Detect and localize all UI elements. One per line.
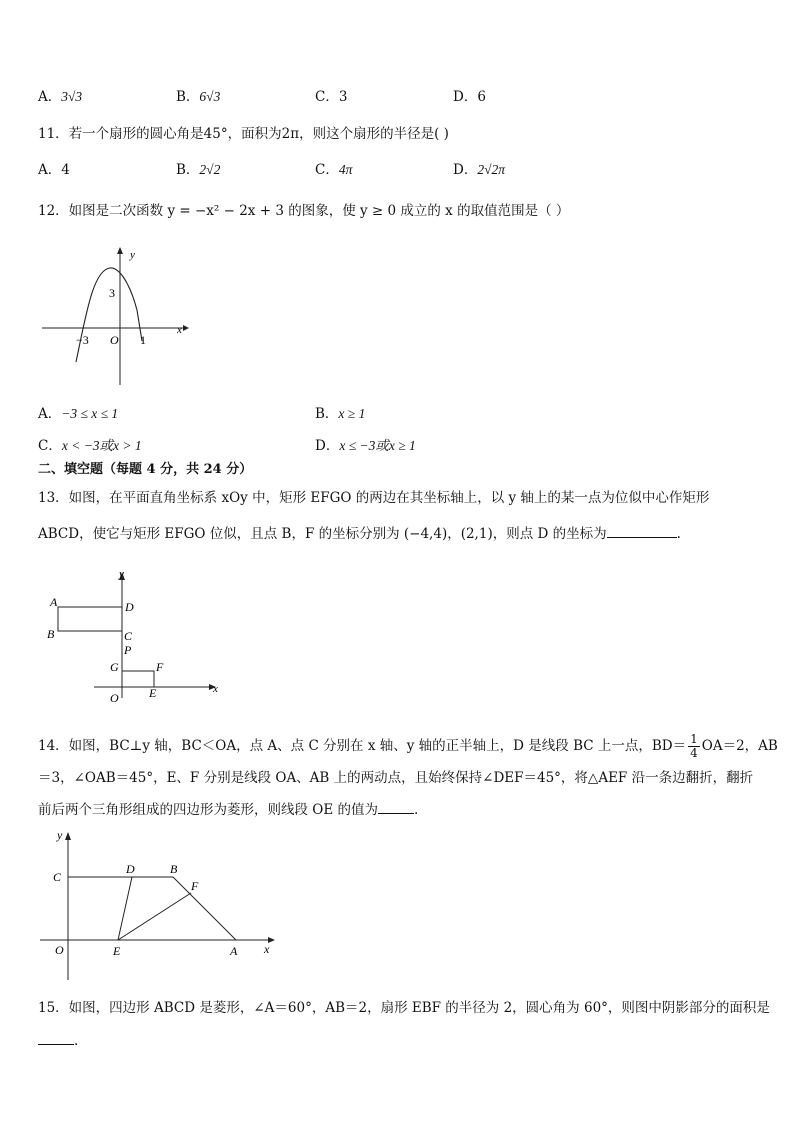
q10-option-c: C．3 [315, 89, 348, 105]
section-title-fill-in: 二、填空题（每题 4 分，共 24 分） [38, 462, 253, 477]
q14-segment-de [118, 877, 132, 940]
q13-label-f: F [156, 660, 164, 674]
q13-label-o: O [110, 691, 119, 705]
q15-answer-blank [38, 1032, 74, 1045]
q11-option-d: D．2√2π [453, 162, 506, 178]
q14-label-e: E [113, 944, 121, 958]
q13-answer-blank [607, 525, 677, 538]
q12-option-a: A．−3 ≤ x ≤ 1 [38, 406, 119, 422]
q12-y-arrow [117, 247, 123, 254]
q12-option-b: B．x ≥ 1 [315, 406, 366, 422]
q12-parabola-curve [76, 268, 142, 362]
q14-stem-line3: 前后两个三角形组成的四边形为菱形，则线段 OE 的值为 . [38, 802, 419, 818]
q14-stem-line2: ＝3，∠OAB＝45°，E、F 分别是线段 OA、AB 上的两动点，且始终保持∠DEF＝45°，将△AEF 沿一条边翻折，翻折 [38, 770, 754, 786]
q12-label-1: 1 [140, 333, 146, 347]
q10-option-a: A．3√3 [38, 89, 83, 105]
q14-stem-line1: 14．如图，BC⊥y 轴，BC＜OA，点 A、点 C 分别在 x 轴、y 轴的正半轴上，D 是线段 BC 上一点，BD＝ $\frac{1}{4}$ OA＝2，AB [38, 732, 778, 760]
q13-label-c: C [124, 629, 133, 643]
q14-label-c: C [53, 870, 62, 884]
q14-label-d: D [126, 862, 135, 876]
q14-trapezoid-figure [40, 828, 290, 988]
q13-rect-abcd [58, 607, 122, 631]
q14-label-b: B [170, 862, 178, 876]
q14-label-y: y [57, 828, 63, 842]
q13-label-p: P [124, 643, 132, 657]
q13-stem-line2: ABCD，使它与矩形 EFGO 位似，且点 B，F 的坐标分别为 (−4,4)，(2,1)，则点 D 的坐标为 . [38, 526, 681, 542]
q14-answer-blank [378, 801, 414, 814]
q13-stem-line1: 13．如图，在平面直角坐标系 xOy 中，矩形 EFGO 的两边在其坐标轴上，以 y 轴上的某一点为位似中心作矩形 [38, 490, 710, 506]
q13-label-x: x [213, 683, 218, 695]
q15-stem-line2: . [38, 1032, 78, 1050]
q13-label-g: G [110, 660, 119, 674]
q14-label-o: O [55, 943, 64, 957]
q12-stem: 12．如图是二次函数 y = −x² − 2x + 3 的图象，使 y ≥ 0 成立的 x 的取值范围是（ ） [38, 203, 570, 219]
q14-label-a: A [230, 944, 238, 958]
q11-option-b: B．2√2 [176, 162, 221, 178]
q14-label-x: x [264, 942, 270, 956]
q13-label-b: B [47, 627, 55, 641]
q13-label-d: D [125, 600, 134, 614]
q12-label-neg3: −3 [76, 333, 89, 347]
q10-option-b: B．6√3 [176, 89, 221, 105]
q12-option-d: D．x ≤ −3或x ≥ 1 [315, 438, 416, 454]
q12-parabola-figure [38, 240, 198, 390]
q12-label-3: 3 [109, 286, 115, 300]
q14-y-arrow [65, 832, 71, 840]
q12-x-arrow [183, 325, 189, 331]
q12-option-c: C．x < −3或x > 1 [38, 438, 142, 454]
q13-rectangle-figure [42, 566, 232, 706]
q12-label-origin: O [110, 333, 119, 347]
q11-option-a: A．4 [38, 162, 70, 178]
q15-stem-line1: 15．如图，四边形 ABCD 是菱形，∠A＝60°，AB＝2，扇形 EBF 的半径为 2，圆心角为 60°，则图中阴影部分的面积是 [38, 1000, 770, 1016]
q11-stem: 11．若一个扇形的圆心角是45°，面积为2π，则这个扇形的半径是( ) [38, 126, 449, 142]
q12-label-x: x [177, 324, 182, 336]
q14-fraction: $\frac{1}{4}$ [690, 732, 698, 760]
q10-option-d: D．6 [453, 89, 486, 105]
q14-label-f: F [191, 879, 199, 893]
q13-label-e: E [149, 686, 157, 700]
q12-label-y: y [130, 249, 135, 261]
q14-segment-ba [173, 877, 236, 940]
q14-segment-ef [118, 893, 191, 940]
q11-option-c: C．4π [315, 162, 353, 178]
q13-label-a: A [50, 595, 58, 609]
q13-rect-efgo [122, 671, 154, 687]
q13-label-y: y [119, 568, 124, 580]
